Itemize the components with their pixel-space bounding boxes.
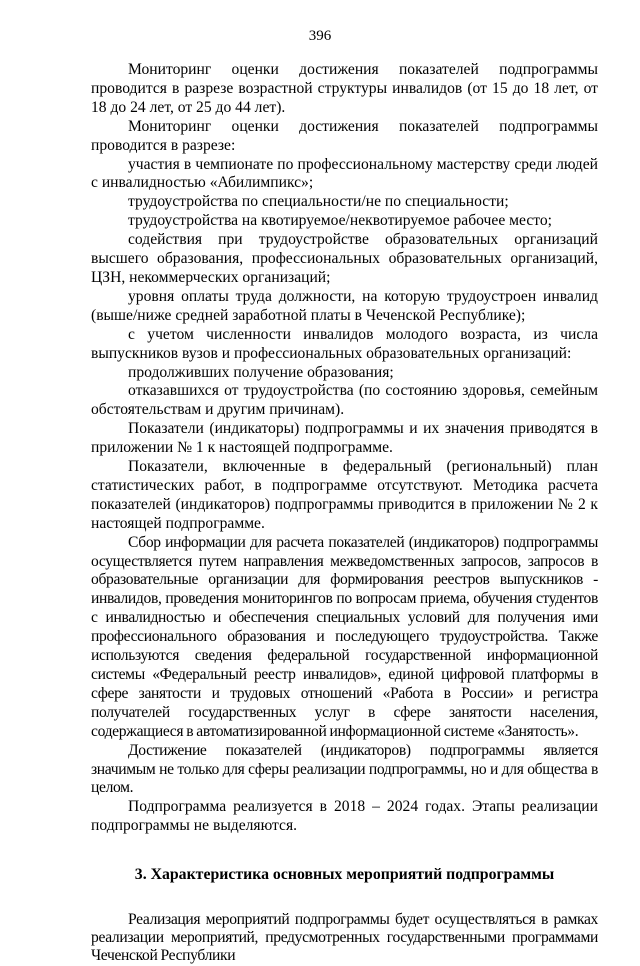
paragraph-monitoring-breakdown: Мониторинг оценки достижения показателей подпрограммы проводится в разрезе: <box>91 117 598 154</box>
document-body <box>91 61 598 966</box>
section-heading: 3. Характеристика основных мероприятий подпрограммы <box>134 866 555 884</box>
paragraph-data-collection: Сбор информации для расчета показателей (индикаторов) подпрограммы осуществляется путем направления межведомственных запросов, запросов в образовательные организации для формирования реестров выпускников - инвалидов, проведения мониторингов по вопросам приема, обучения студентов с инвалидностью и обеспечения специальных условий для получения ими профессионального образования и последующего трудоустройства. Также используются сведения федеральной государственной информационной системы «Федеральный реестр инвалидов», единой цифровой платформы в сфере занятости и трудовых отношений «Работа в России» и регистра получателей государственных услуг в сфере занятости населения, содержащиеся в автоматизированной информационной системе «Занятость». <box>91 533 598 740</box>
paragraph-implementation-period: Подпрограмма реализуется в 2018 – 2024 годах. Этапы реализации подпрограммы не выделяются. <box>91 798 598 835</box>
list-item-specialty-employment: трудоустройства по специальности/не по специальности; <box>128 193 509 211</box>
section-intro-paragraph: Реализация мероприятий подпрограммы будет осуществляться в рамках реализации мероприятий, предусмотренных государственными программами Чеченской Республики <box>91 911 598 965</box>
list-item-young-disabled: с учетом численности инвалидов молодого возраста, из числа выпускников вузов и профессиональных образовательных организаций: <box>91 325 598 362</box>
paragraph-age-monitoring: Мониторинг оценки достижения показателей подпрограммы проводится в разрезе возрастной структуры инвалидов (от 15 до 18 лет, от 18 до 24 лет, от 25 до 44 лет). <box>91 61 598 116</box>
list-item-salary-level: уровня оплаты труда должности, на которую трудоустроен инвалид (выше/ниже средней заработной платы в Чеченской Республике); <box>91 287 598 324</box>
list-item-refused-employment: отказавшихся от трудоустройства (по состоянию здоровья, семейным обстоятельствам и другим причинам). <box>91 382 598 419</box>
list-item-abilympics: участия в чемпионате по профессиональному мастерству среди людей с инвалидностью «Абилимпикс»; <box>91 155 598 192</box>
paragraph-indicators-appendix-1: Показатели (индикаторы) подпрограммы и их значения приводятся в приложении № 1 к настоящей подпрограмме. <box>91 420 598 457</box>
list-item-employment-assistance: содействия при трудоустройстве образовательных организаций высшего образования, профессиональных образовательных организаций, ЦЗН, некоммерческих организаций; <box>91 231 598 286</box>
list-item-continued-education: продолживших получение образования; <box>128 363 394 381</box>
paragraph-significance: Достижение показателей (индикаторов) подпрограммы является значимым не только для сферы реализации подпрограммы, но и для общества в целом. <box>91 741 598 797</box>
page-number: 396 <box>308 28 332 44</box>
paragraph-statistical-plan: Показатели, включенные в федеральный (региональный) план статистических работ, в подпрограмме отсутствуют. Методика расчета показателей (индикаторов) подпрограммы приводится в приложении № 2 к настоящей подпрограмме. <box>91 458 598 532</box>
list-item-quota-employment: трудоустройства на квотируемое/неквотируемое рабочее место; <box>128 212 552 230</box>
